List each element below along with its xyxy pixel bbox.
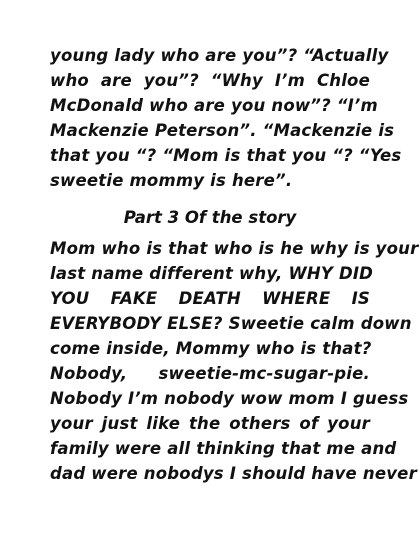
text-line: Nobody I’m nobody wow mom I guess <box>50 389 409 408</box>
text-line: young lady who are you”? “Actually <box>50 46 389 65</box>
story-paragraph-1 <box>50 43 402 193</box>
text-line: Mom who is that who is he why is your <box>50 239 419 258</box>
text-line: who are you”? “Why I’m Chloe <box>50 71 370 90</box>
section-heading: Part 3 Of the story <box>123 208 297 227</box>
text-line: McDonald who are you now”? “I’m <box>50 96 378 115</box>
text-line: your just like the others of your <box>50 414 370 433</box>
section-heading-container <box>50 205 370 230</box>
text-line: YOU FAKE DEATH WHERE IS <box>50 289 370 308</box>
text-line: that you “? “Mom is that you “? “Yes <box>50 146 402 165</box>
text-line: dad were nobodys I should have never <box>50 464 417 483</box>
text-line: family were all thinking that me and <box>50 439 397 458</box>
text-line: EVERYBODY ELSE? Sweetie calm down <box>50 314 412 333</box>
text-line: sweetie mommy is here”. <box>50 171 293 190</box>
text-line: Nobody, sweetie-mc-sugar-pie. <box>50 364 370 383</box>
text-line: Mackenzie Peterson”. “Mackenzie is <box>50 121 395 140</box>
text-line: come inside, Mommy who is that? <box>50 339 372 358</box>
story-paragraph-2 <box>50 236 419 486</box>
text-line: last name different why, WHY DID <box>50 264 374 283</box>
